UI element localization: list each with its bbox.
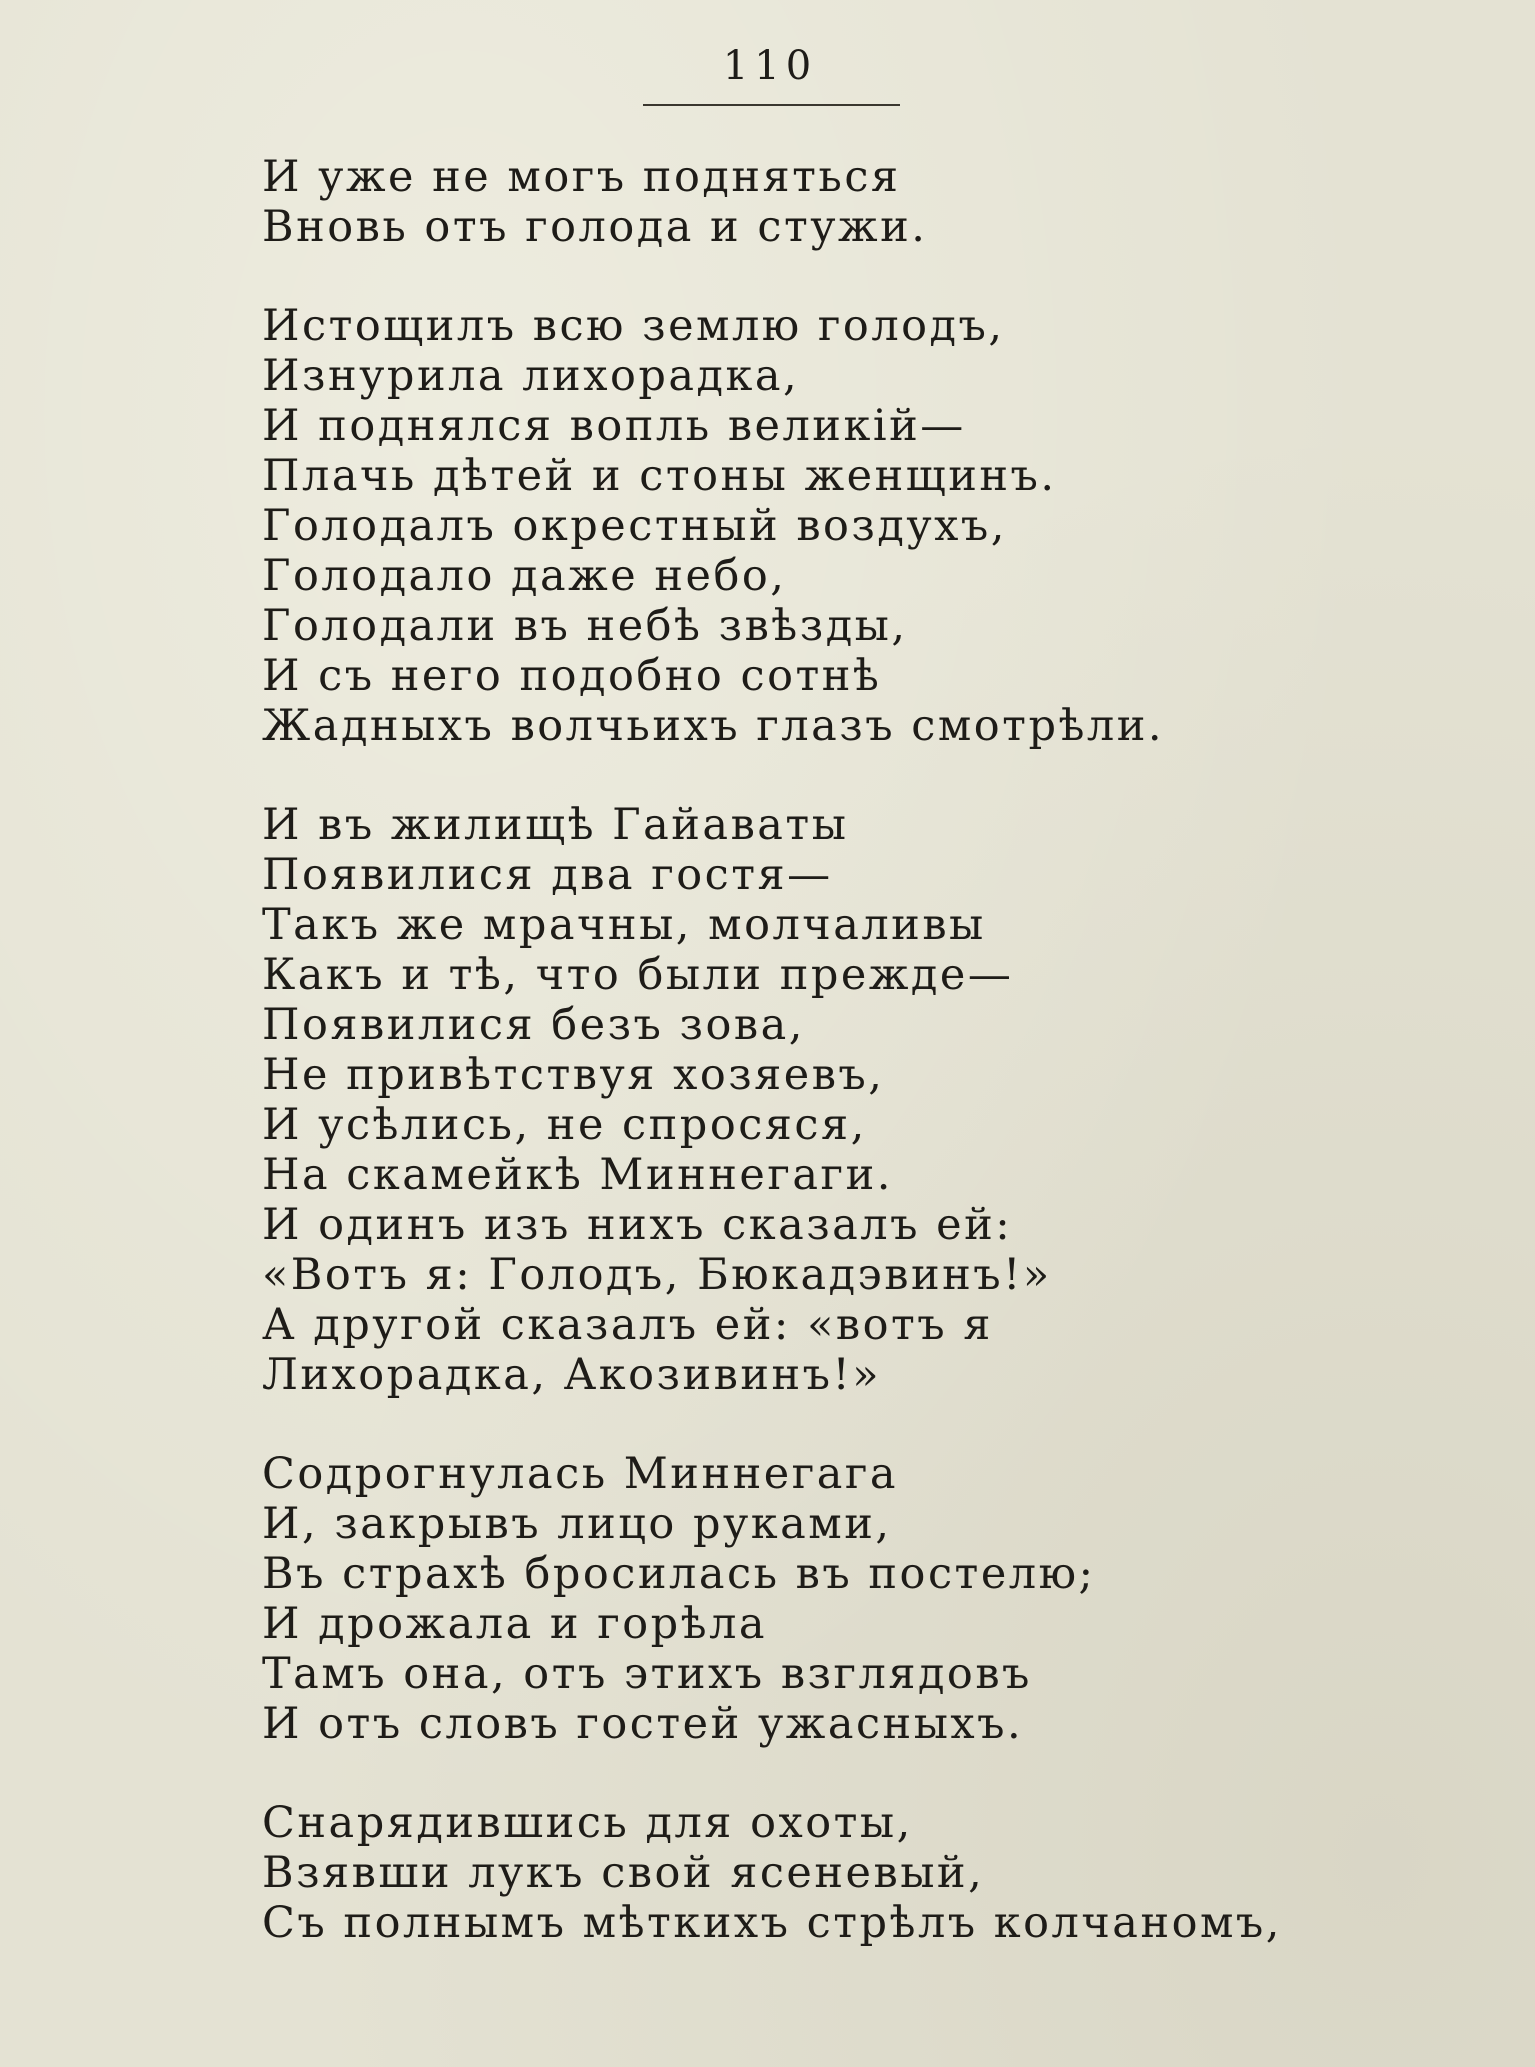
verse-line: Появилися безъ зова, — [262, 1000, 805, 1050]
verse-line: И уже не могъ подняться — [262, 152, 901, 202]
poem-text — [262, 152, 1412, 1997]
verse-line: Съ полнымъ мѣткихъ стрѣлъ колчаномъ, — [262, 1898, 1282, 1948]
verse-line: Не привѣтствуя хозяевъ, — [262, 1050, 885, 1100]
verse-line: Плачь дѣтей и стоны женщинъ. — [262, 451, 1057, 501]
verse-line: Содрогнулась Миннегага — [262, 1449, 899, 1499]
header-rule — [643, 104, 900, 106]
verse-line: И въ жилищѣ Гайаваты — [262, 800, 849, 850]
verse-line: И одинъ изъ нихъ сказалъ ей: — [262, 1200, 1013, 1250]
stanza — [262, 152, 1412, 252]
stanza — [262, 301, 1412, 751]
verse-line: И дрожала и горѣла — [262, 1599, 768, 1649]
verse-line: А другой сказалъ ей: «вотъ я — [262, 1300, 993, 1350]
stanza — [262, 1798, 1412, 1948]
verse-line: И усѣлись, не спросяся, — [262, 1100, 867, 1150]
verse-line: Лихорадка, Акозивинъ!» — [262, 1350, 882, 1400]
verse-line: Голодали въ небѣ звѣзды, — [262, 601, 908, 651]
stanza — [262, 800, 1412, 1400]
verse-line: Въ страхѣ бросилась въ постелю; — [262, 1549, 1096, 1599]
page-number: 110 — [722, 43, 818, 89]
stanza — [262, 1449, 1412, 1749]
verse-line: Тамъ она, отъ этихъ взглядовъ — [262, 1649, 1032, 1699]
verse-line: Взявши лукъ свой ясеневый, — [262, 1848, 985, 1898]
verse-line: И, закрывъ лицо руками, — [262, 1499, 892, 1549]
verse-line: И съ него подобно сотнѣ — [262, 651, 882, 701]
verse-line: На скамейкѣ Миннегаги. — [262, 1150, 893, 1200]
verse-line: Голодало даже небо, — [262, 551, 787, 601]
verse-line: Голодалъ окрестный воздухъ, — [262, 501, 1007, 551]
verse-line: «Вотъ я: Голодъ, Бюкадэвинъ!» — [262, 1250, 1052, 1300]
verse-line: Какъ и тѣ, что были прежде— — [262, 950, 1014, 1000]
verse-line: Изнурила лихорадка, — [262, 351, 800, 401]
verse-line: Истощилъ всю землю голодъ, — [262, 301, 1005, 351]
verse-line: Снарядившись для охоты, — [262, 1798, 913, 1848]
verse-line: И поднялся вопль великій— — [262, 401, 966, 451]
verse-line: Вновь отъ голода и стужи. — [262, 202, 928, 252]
verse-line: Жадныхъ волчьихъ глазъ смотрѣли. — [262, 701, 1165, 751]
verse-line: Такъ же мрачны, молчаливы — [262, 900, 986, 950]
verse-line: Появилися два гостя— — [262, 850, 833, 900]
verse-line: И отъ словъ гостей ужасныхъ. — [262, 1699, 1024, 1749]
